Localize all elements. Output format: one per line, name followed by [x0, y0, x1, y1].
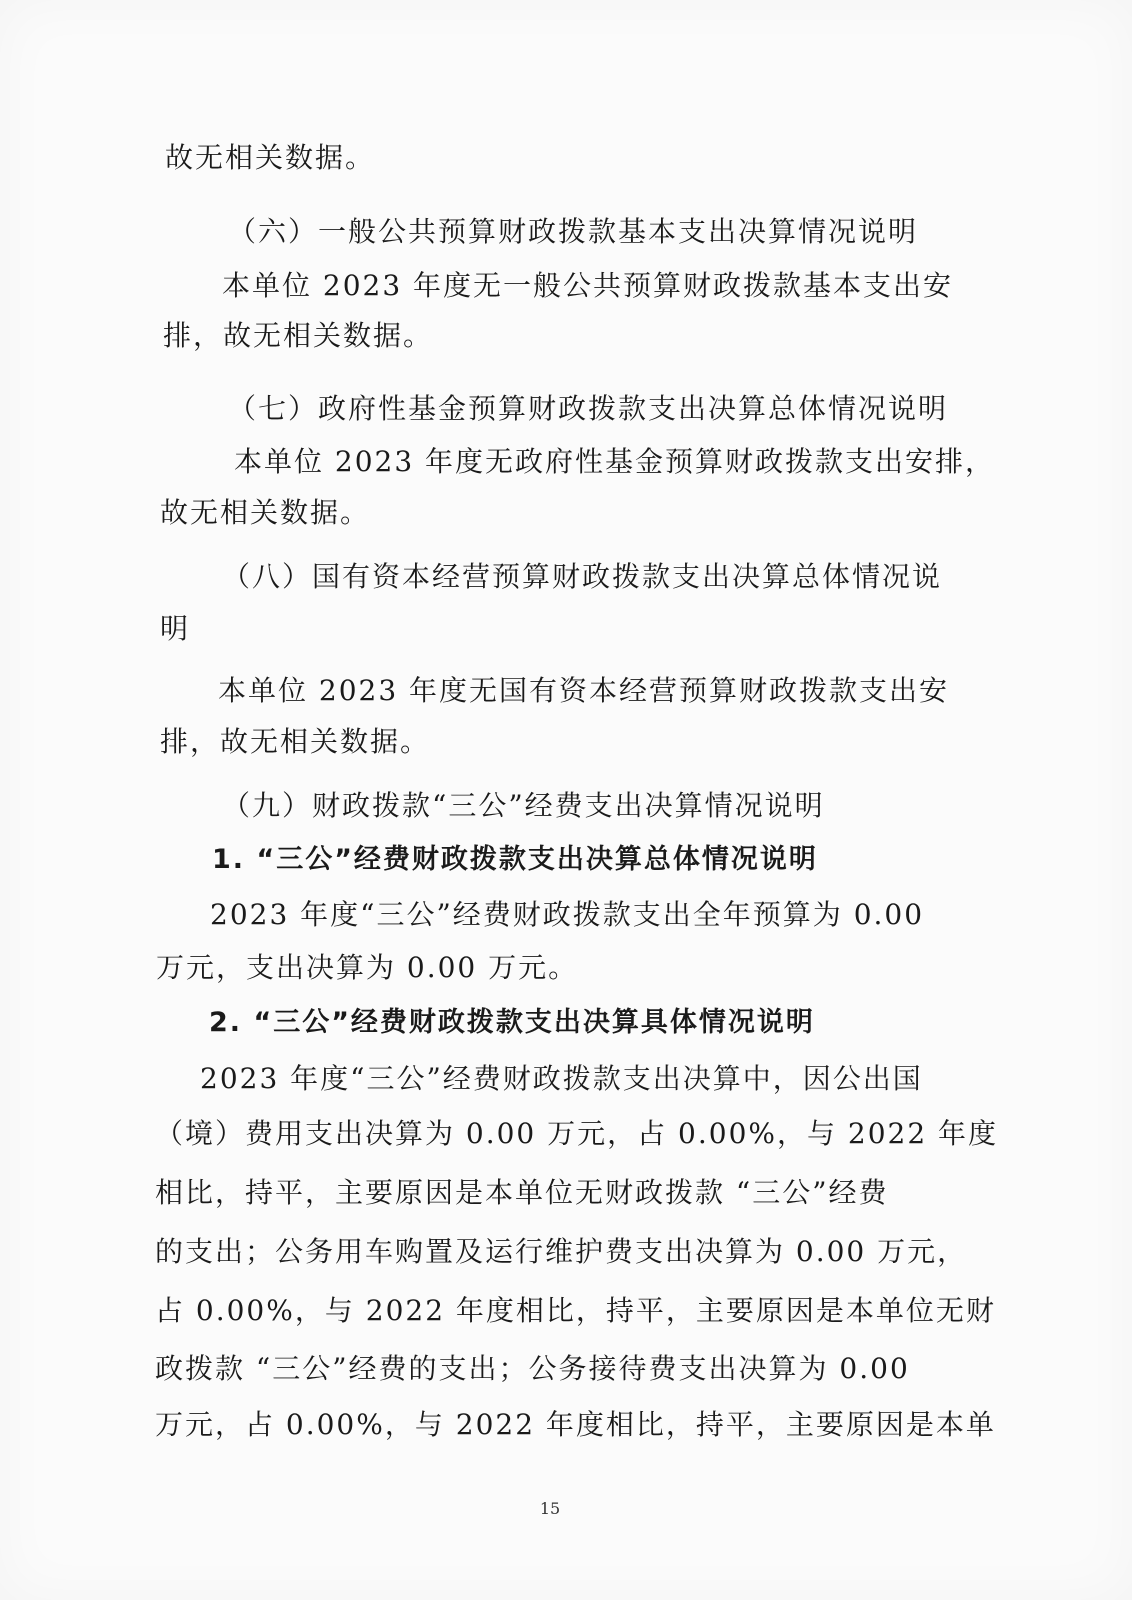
text-line: 的支出；公务用车购置及运行维护费支出决算为 0.00 万元，: [155, 1235, 968, 1268]
text-line: 故无相关数据。: [165, 141, 376, 174]
text-line: 万元，支出决算为 0.00 万元。: [156, 951, 579, 984]
text-line: 本单位 2023 年度无政府性基金预算财政拨款支出安排，: [234, 445, 996, 478]
text-line: 排，故无相关数据。: [163, 319, 434, 352]
section-heading: （八）国有资本经营预算财政拨款支出决算总体情况说: [222, 560, 943, 593]
text-line: 本单位 2023 年度无一般公共预算财政拨款基本支出安: [222, 269, 954, 302]
text-line: 相比，持平，主要原因是本单位无财政拨款 “三公”经费: [155, 1176, 889, 1209]
text-line: 2023 年度“三公”经费财政拨款支出全年预算为 0.00: [210, 898, 925, 931]
text-line: 政拨款 “三公”经费的支出；公务接待费支出决算为 0.00: [155, 1352, 910, 1385]
text-line: （境）费用支出决算为 0.00 万元，占 0.00%，与 2022 年度: [155, 1117, 999, 1150]
text-line: 占 0.00%，与 2022 年度相比，持平，主要原因是本单位无财: [155, 1294, 996, 1327]
section-heading: 明: [160, 612, 191, 645]
text-line: 排，故无相关数据。: [160, 725, 431, 758]
text-line: 2023 年度“三公”经费财政拨款支出决算中，因公出国: [200, 1062, 923, 1095]
subsection-heading: 1. “三公”经费财政拨款支出决算总体情况说明: [212, 844, 818, 875]
subsection-heading: 2. “三公”经费财政拨款支出决算具体情况说明: [209, 1007, 815, 1038]
page-number: 15: [539, 1499, 561, 1518]
text-line: 故无相关数据。: [160, 496, 371, 529]
section-heading: （六）一般公共预算财政拨款基本支出决算情况说明: [228, 215, 919, 248]
text-line: 万元，占 0.00%，与 2022 年度相比，持平，主要原因是本单: [155, 1408, 996, 1441]
section-heading: （七）政府性基金预算财政拨款支出决算总体情况说明: [228, 392, 949, 425]
section-heading: （九）财政拨款“三公”经费支出决算情况说明: [222, 789, 825, 822]
text-line: 本单位 2023 年度无国有资本经营预算财政拨款支出安: [218, 674, 950, 707]
